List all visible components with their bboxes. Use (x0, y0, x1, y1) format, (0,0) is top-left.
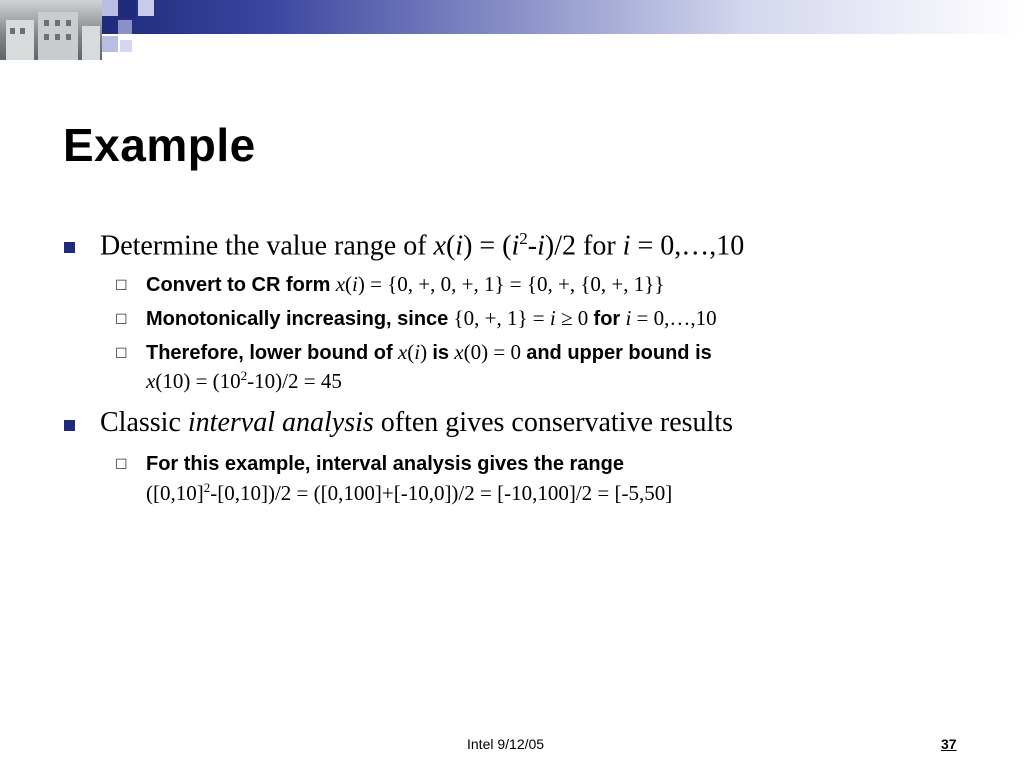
bullet-1-text: Determine the value range of $x(i) = (i^2-i)/2$ for i = 0,…,10 (100, 229, 745, 262)
decor-square (118, 20, 132, 34)
sub-bullet-interval-continued: $([0,10]^2-[0,10])/2 = ([0,100]+[-10,0])/2 = [-10,100]/2 = [-5,50]$ (146, 480, 673, 505)
header-gradient-band (102, 0, 1024, 34)
sub-bullet-bounds-continued: $x(10) = (10^2-10)/2 = 45$ (146, 368, 342, 393)
sub-bullet-interval: For this example, interval analysis gives the range (146, 453, 624, 475)
sub-bullet-cr-form: Convert to CR form x(i) = {0, +, 0, +, 1} = {0, +, {0, +, 1}} (146, 272, 665, 296)
decor-square (102, 36, 118, 52)
decor-square (138, 0, 154, 16)
decor-square (102, 0, 118, 16)
page-number: 37 (941, 736, 957, 752)
hollow-square-bullet-icon: ☐ (115, 279, 128, 294)
bullet-square-icon (64, 242, 75, 253)
campus-building-photo (0, 0, 102, 60)
decor-square (118, 0, 136, 18)
bullet-square-icon (64, 420, 75, 431)
hollow-square-bullet-icon: ☐ (115, 313, 128, 328)
hollow-square-bullet-icon: ☐ (115, 347, 128, 362)
slide-title: Example (63, 119, 256, 171)
sub-bullet-monotonic: Monotonically increasing, since {0, +, 1} = i ≥ 0 for i = 0,…,10 (146, 306, 717, 330)
footer-date: Intel 9/12/05 (467, 736, 545, 752)
bullet-2-text: Classic interval analysis often gives conservative results (100, 407, 733, 438)
decor-square (120, 40, 132, 52)
sub-bullet-bounds: Therefore, lower bound of x(i) is x(0) = 0 and upper bound is (146, 340, 712, 364)
hollow-square-bullet-icon: ☐ (115, 458, 128, 473)
